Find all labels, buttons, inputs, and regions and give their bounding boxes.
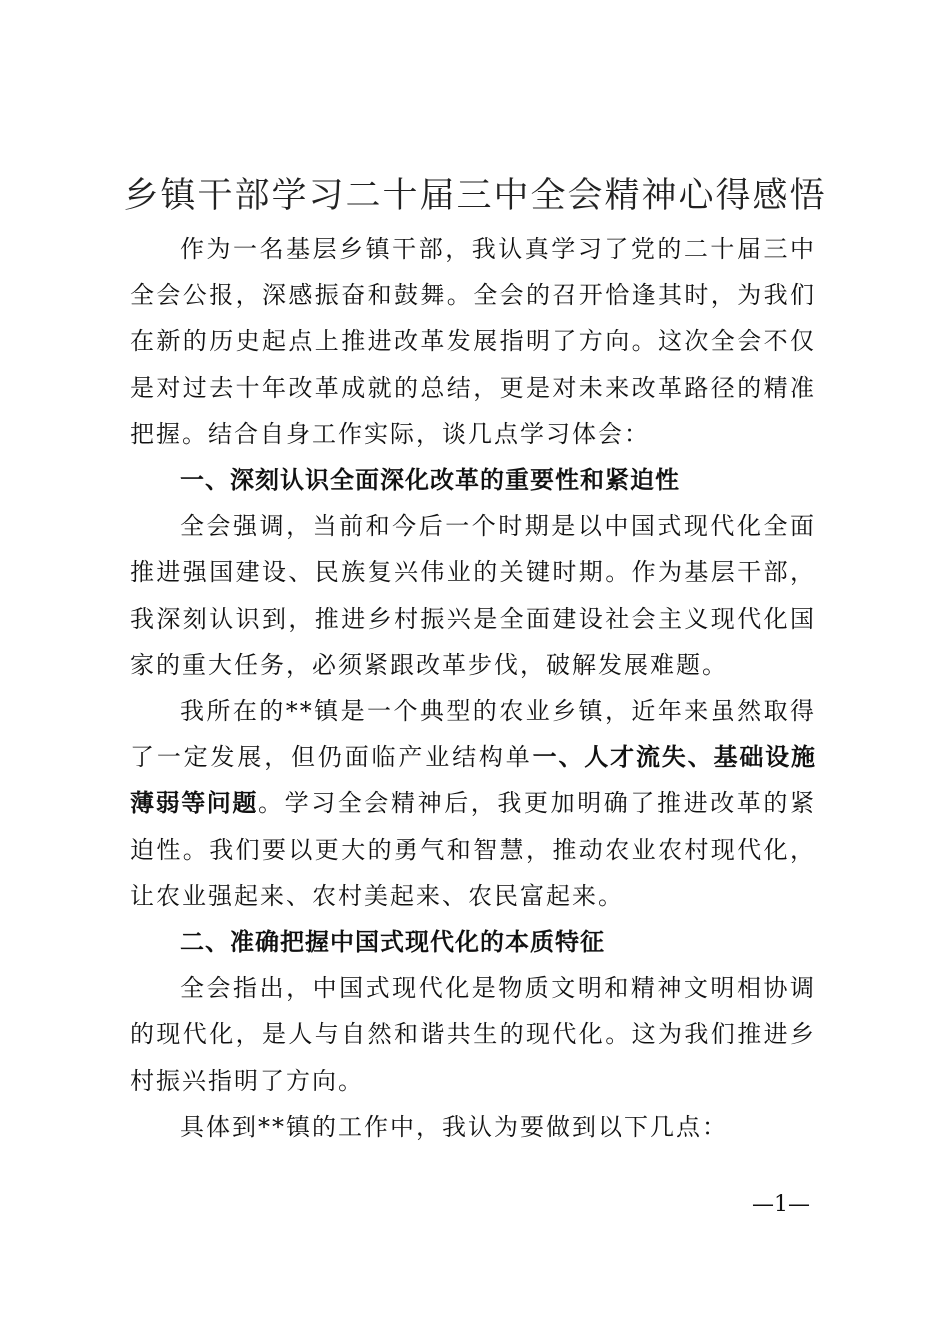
paragraph-section-2a: 全会指出，中国式现代化是物质文明和精神文明相协调的现代化，是人与自然和谐共生的现代化。这为我们推进乡村振兴指明了方向。 xyxy=(130,974,816,1095)
paragraph-section-1a: 全会强调，当前和今后一个时期是以中国式现代化全面推进强国建设、民族复兴伟业的关键时期。作为基层干部，我深刻认识到，推进乡村振兴是全面建设社会主义现代化国家的重大任务，必须紧跟改革步伐，破解发展难题。 xyxy=(130,512,816,679)
page-number: —1— xyxy=(752,1192,810,1217)
paragraph-text: 我所在的**镇是一个典型的农业乡镇，近年来虽然取得了一定发展，但仍面临产业结构单 xyxy=(130,697,816,772)
document-body xyxy=(130,226,816,1150)
paragraph-bold-text: 一、人才流失、基础设施薄弱等问题 xyxy=(130,743,817,818)
paragraph-section-2b: 具体到**镇的工作中，我认为要做到以下几点： xyxy=(180,1112,728,1141)
document-title: 乡镇干部学习二十届三中全会精神心得感悟 xyxy=(123,176,827,216)
section-heading-2: 二、准确把握中国式现代化的本质特征 xyxy=(180,928,605,957)
paragraph-text: 。学习全会精神后，我更加明确了推进改革的紧迫性。我们要以更大的勇气和智慧，推动农业农村现代化，让农业强起来、农村美起来、农民富起来。 xyxy=(130,789,816,910)
section-heading-1: 一、深刻认识全面深化改革的重要性和紧迫性 xyxy=(180,466,680,495)
paragraph-section-1b xyxy=(130,688,816,919)
paragraph-intro: 作为一名基层乡镇干部，我认真学习了党的二十届三中全会公报，深感振奋和鼓舞。全会的召开恰逢其时，为我们在新的历史起点上推进改革发展指明了方向。这次全会不仅是对过去十年改革成就的总结，更是对未来改革路径的精准把握。结合自身工作实际，谈几点学习体会： xyxy=(130,235,816,448)
